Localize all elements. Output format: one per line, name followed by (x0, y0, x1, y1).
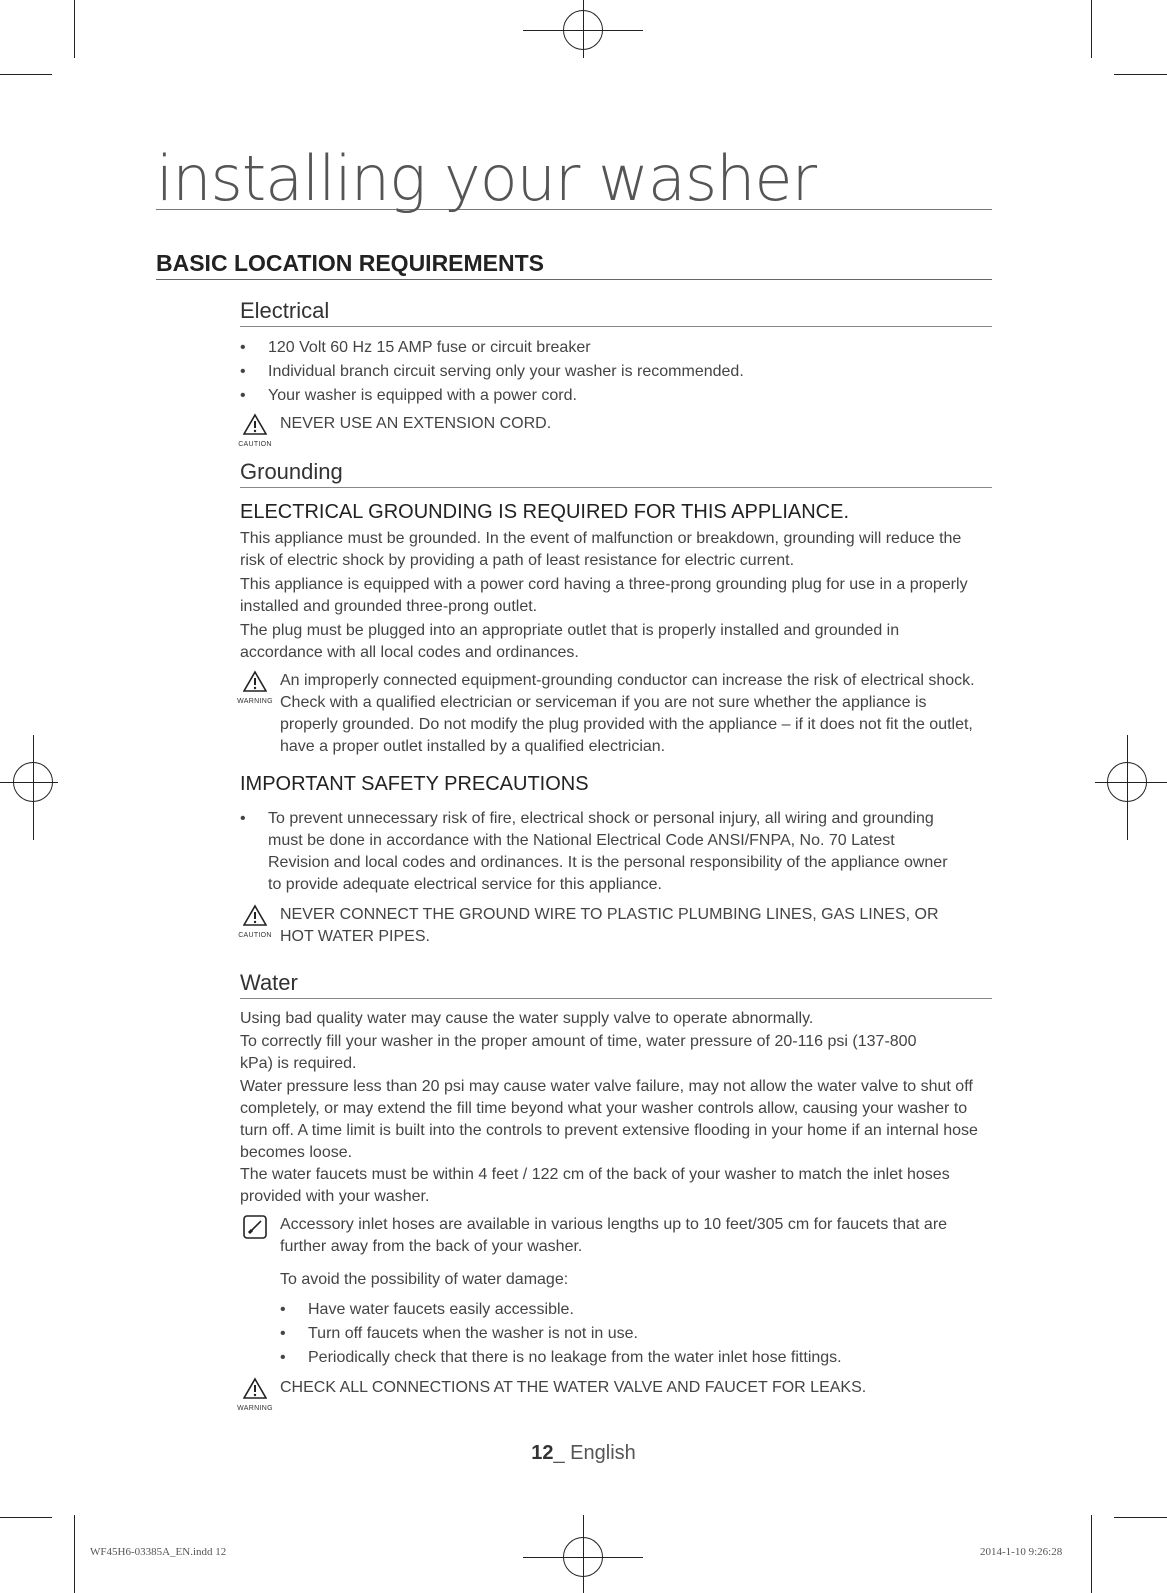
water-paragraph: The water faucets must be within 4 feet / 122 cm of the back of your washer to match the inlet hoses provided with your washer. (240, 1166, 950, 1205)
warning-label: WARNING (237, 698, 273, 705)
registration-line (583, 1515, 584, 1593)
water-heading: Water (240, 970, 992, 999)
water-paragraph: Using bad quality water may cause the water supply valve to operate abnormally. (240, 1010, 814, 1027)
warning-notice (230, 1377, 866, 1420)
water-avoid-text: To avoid the possibility of water damage: (280, 1271, 569, 1288)
page-title: installing your washer (156, 143, 992, 210)
list-item: • To prevent unnecessary risk of fire, electrical shock or personal injury, all wiring and grounding must be done in accordance with the National Electrical Code ANSI/FNPA, No. 70 Latest Revision and local codes and ordinances. It is the personal responsibility of the appliance owner to provide adequate electrical service for this appliance. (240, 808, 950, 896)
page-number-value: 12 (531, 1442, 554, 1464)
grounding-paragraph: This appliance is equipped with a power cord having a three-prong grounding plug for use in a properly installed and grounded three-prong outlet. (240, 576, 968, 615)
list-item: • Your washer is equipped with a power cord. (240, 384, 980, 408)
crop-mark (1114, 1517, 1167, 1518)
list-item: • Turn off faucets when the washer is not in use. (280, 1322, 960, 1346)
grounding-heading: Grounding (240, 459, 992, 488)
warning-icon (243, 670, 267, 692)
slug-timestamp: 2014-1-10 9:26:28 (980, 1546, 1063, 1558)
caution-icon (243, 413, 267, 435)
registration-line (1095, 782, 1167, 783)
water-list (280, 1298, 960, 1370)
crop-mark (1091, 0, 1092, 58)
warning-label: WARNING (237, 1405, 273, 1412)
note-icon (242, 1214, 268, 1240)
registration-line (1127, 735, 1128, 840)
electrical-list (240, 336, 980, 408)
crop-mark (0, 1517, 52, 1518)
warning-icon (243, 1377, 267, 1399)
list-item: • Have water faucets easily accessible. (280, 1298, 960, 1322)
list-item: • 120 Volt 60 Hz 15 AMP fuse or circuit breaker (240, 336, 980, 360)
page-number (0, 1442, 1167, 1465)
crop-mark (0, 74, 52, 75)
crop-mark (74, 0, 75, 58)
caution-notice (230, 413, 551, 456)
registration-line (583, 0, 584, 58)
page-language: _ English (553, 1442, 636, 1464)
registration-line (0, 782, 58, 783)
caution-notice (230, 904, 980, 948)
electrical-heading: Electrical (240, 298, 992, 327)
caution-text: NEVER CONNECT THE GROUND WIRE TO PLASTIC PLUMBING LINES, GAS LINES, OR HOT WATER PIPES. (280, 906, 939, 945)
warning-text: CHECK ALL CONNECTIONS AT THE WATER VALVE AND FAUCET FOR LEAKS. (280, 1379, 867, 1396)
safety-heading: IMPORTANT SAFETY PRECAUTIONS (240, 773, 589, 795)
water-paragraph: To correctly fill your washer in the proper amount of time, water pressure of 20-116 psi (137-800 kPa) is required. (240, 1033, 917, 1072)
grounding-paragraph: The plug must be plugged into an appropriate outlet that is properly installed and grounded in accordance with all local codes and ordinances. (240, 622, 900, 661)
crop-mark (1091, 1515, 1092, 1593)
crop-mark (1114, 74, 1167, 75)
caution-label: CAUTION (238, 441, 272, 448)
warning-text: An improperly connected equipment-grounding conductor can increase the risk of electrical shock. Check with a qualified electrician or serviceman if you are not sure whether the appliance is properly grounded. Do not modify the plug provided with the appliance – if it does not fit the outlet, have a proper outlet installed by a qualified electrician. (280, 672, 975, 755)
crop-mark (74, 1515, 75, 1593)
caution-icon (243, 904, 267, 926)
grounding-paragraph: This appliance must be grounded. In the event of malfunction or breakdown, grounding will reduce the risk of electric shock by providing a path of least resistance for electric current. (240, 530, 962, 569)
note-text: Accessory inlet hoses are available in various lengths up to 10 feet/305 cm for faucets that are further away from the back of your washer. (280, 1216, 948, 1255)
list-item: • Individual branch circuit serving only your washer is recommended. (240, 360, 980, 384)
section-heading: BASIC LOCATION REQUIREMENTS (156, 250, 992, 280)
registration-line (33, 735, 34, 840)
grounding-caps-heading: ELECTRICAL GROUNDING IS REQUIRED FOR THIS APPLIANCE. (240, 501, 850, 523)
water-paragraph: Water pressure less than 20 psi may cause water valve failure, may not allow the water valve to shut off completely, or may extend the fill time beyond what your washer controls allow, causing your washer to turn off. A time limit is built into the controls to prevent extensive flooding in your home if an internal hose becomes loose. (240, 1078, 978, 1161)
list-item: • Periodically check that there is no leakage from the water inlet hose fittings. (280, 1346, 960, 1370)
note-notice (230, 1214, 980, 1258)
safety-list (240, 808, 950, 896)
caution-text: NEVER USE AN EXTENSION CORD. (280, 415, 552, 432)
slug-filename: WF45H6-03385A_EN.indd 12 (90, 1546, 227, 1558)
caution-label: CAUTION (238, 932, 272, 939)
warning-notice (230, 670, 980, 758)
